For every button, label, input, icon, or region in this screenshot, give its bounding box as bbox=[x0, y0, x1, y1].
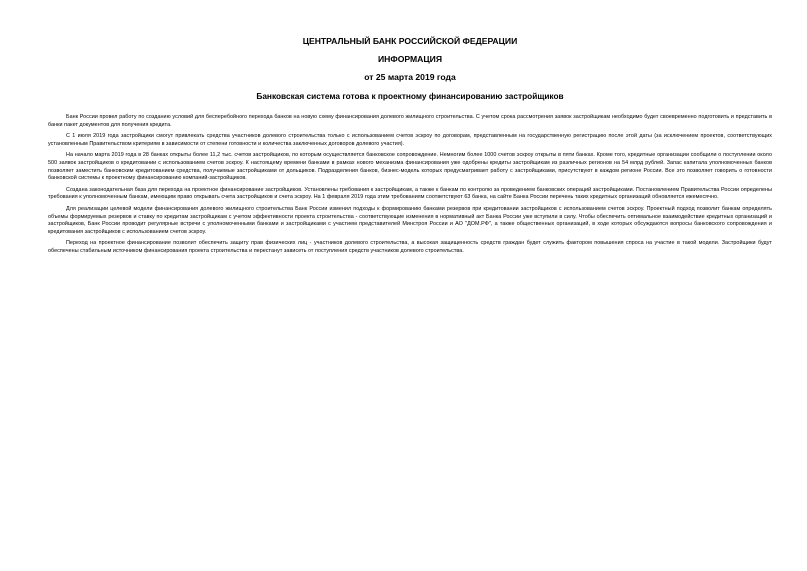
body-paragraph: Для реализации целевой модели финансирования долевого жилищного строительства Банк России изменил подходы к формированию банками резервов при кредитовании застройщиков с использованием счетов эскроу. Проектный подход позволит банкам определять объемы формируемых резервов и ставку по кредитам застройщикам с учетом эффективности проекта строительства - соответствующие изменения в нормативный акт Банка России уже вступили в силу. Чтобы обеспечить оптимальное взаимодействие кредитных организаций и застройщиков, Банк России проводит регулярные встречи с уполномоченными банками и застройщиками с участием представителей Минстроя России и АО "ДОМ.РФ", а также общественных организаций, в ходе которых обсуждаются вопросы банковского сопровождения и кредитования застройщиков с использованием счетов эскроу. bbox=[48, 205, 772, 235]
document-page bbox=[48, 36, 772, 260]
body-paragraph: На начало марта 2019 года в 28 банках открыты более 11,2 тыс. счетов застройщиков, по которым осуществляется банковское сопровождение. Немногим более 1000 счетов эскроу открыты в пяти банках. Кроме того, кредитные организации сообщили о поступлении около 500 заявок застройщиков о кредитовании с использованием счетов эскроу. К настоящему времени банками в рамках нового механизма финансирования уже одобрены кредиты застройщикам из различных регионов на 54 млрд рублей. Запас капитала уполномоченных банков позволяет заместить банковским кредитованием средства, получаемые застройщиками от дольщиков. Подразделения банков, бизнес-модель которых предусматривает работу с застройщиками, присутствуют в каждом регионе России. Все это позволяет говорить о готовности банковской системы к проектному финансированию компаний-застройщиков. bbox=[48, 152, 772, 182]
body-paragraph: С 1 июля 2019 года застройщики смогут привлекать средства участников долевого строительства только с использованием счетов эскроу по договорам, представленным на государственную регистрацию после этой даты (за исключением проектов, соответствующих установленным Правительством критериям в зависимости от степени готовности и количества заключенных договоров долевого участия). bbox=[48, 133, 772, 147]
document-date: от 25 марта 2019 года bbox=[364, 72, 456, 82]
body-paragraph: Банк России провел работу по созданию условий для бесперебойного перехода банков на новую схему финансирования долевого жилищного строительства. С учетом срока рассмотрения заявок застройщикам необходимо будет своевременно подготовить и представить в банки пакет документов для получения кредита. bbox=[48, 114, 772, 128]
document-title: Банковская система готова к проектному финансированию застройщиков bbox=[256, 91, 564, 101]
issuer-heading: ЦЕНТРАЛЬНЫЙ БАНК РОССИЙСКОЙ ФЕДЕРАЦИИ bbox=[302, 36, 518, 46]
document-body bbox=[48, 114, 772, 256]
body-paragraph: Переход на проектное финансирование позволит обеспечить защиту прав физических лиц - участников долевого строительства, а высокая защищенность средств граждан будет служить фактором повышения спроса на участие в такой модели. Застройщики будут обеспечены стабильным источником финансирования проекта строительства и перестанут зависеть от поступления средств участников долевого строительства. bbox=[48, 240, 772, 254]
document-type-heading: ИНФОРМАЦИЯ bbox=[377, 54, 443, 64]
body-paragraph: Создана законодательная база для перехода на проектное финансирование застройщиков. Установлены требования к застройщикам, а также к банкам по контролю за проведением банковских операций застройщиками. Постановлением Правительства России определены требования к уполномоченным банкам, имеющим право открывать счета застройщиков и счета эскроу. На 1 февраля 2019 года этим требованиям соответствуют 63 банка, на сайте Банка России перечень таких кредитных организаций обновляется ежемесячно. bbox=[48, 186, 772, 201]
